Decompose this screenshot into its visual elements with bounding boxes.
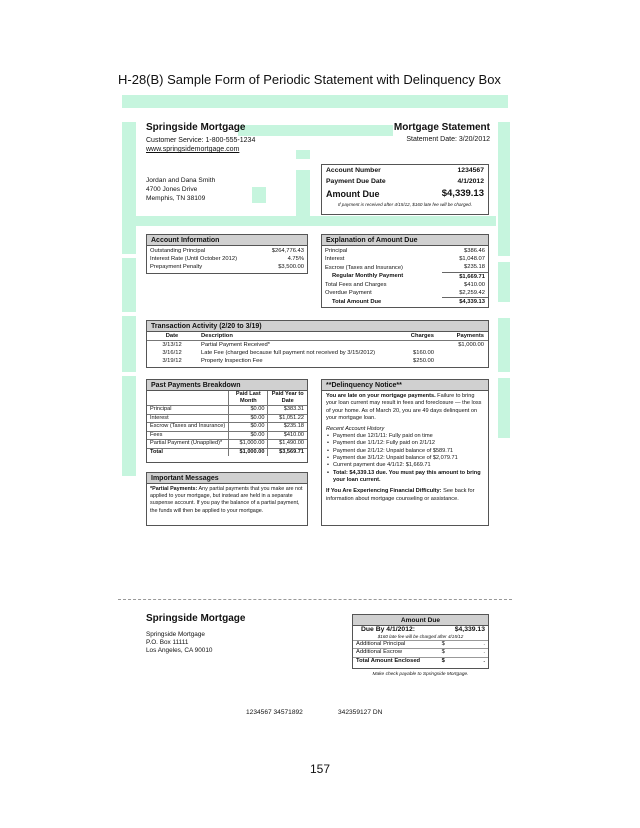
tx-payments: $1,000.00 xyxy=(458,342,484,348)
row-value: $3,500.00 xyxy=(278,264,304,271)
table-row xyxy=(147,414,307,423)
highlight-band-mid xyxy=(136,216,496,226)
table-row xyxy=(147,349,488,357)
table-row xyxy=(322,247,488,255)
financial-difficulty-lead: If You Are Experiencing Financial Difficulty: xyxy=(326,488,442,495)
highlight-right-margin-3 xyxy=(498,318,510,372)
row-label: Total xyxy=(147,448,229,456)
late-fee-note: If payment is received after 4/15/12, $160 late fee will be charged. xyxy=(337,202,473,207)
row-last: $1,000.00 xyxy=(229,440,268,449)
coupon-row-label: Additional Escrow xyxy=(353,649,439,658)
tx-description: Late Fee (charged because full payment not received by 3/15/2012) xyxy=(201,350,376,356)
coupon-row-currency: $ xyxy=(439,640,479,649)
table-header-row xyxy=(147,391,307,406)
coupon-amount-due-title: Amount Due xyxy=(353,615,488,626)
row-label: Principal xyxy=(147,406,229,415)
col-header-payments: Payments xyxy=(438,332,488,341)
row-label: Outstanding Principal xyxy=(150,248,206,254)
highlight-left-margin-2 xyxy=(122,258,136,312)
table-row xyxy=(322,263,488,272)
highlight-left-margin-3 xyxy=(122,316,136,372)
customer-service-line: Customer Service: 1-800-555-1234 xyxy=(146,137,256,144)
past-payments-box xyxy=(146,379,308,463)
coupon-row-label: Total Amount Enclosed xyxy=(356,657,421,664)
table-row xyxy=(353,657,488,665)
row-label: Total Amount Due xyxy=(332,298,382,305)
list-item: • Payment due 1/1/12: Fully paid on 2/1/12 xyxy=(326,440,484,447)
coupon-due-by-label: Due By 4/1/2012: xyxy=(361,626,416,633)
table-row xyxy=(322,298,488,307)
tx-date: 3/19/12 xyxy=(162,358,182,364)
account-number-value: 1234567 xyxy=(457,167,484,174)
row-ytd: $410.00 xyxy=(268,431,307,440)
tx-date: 3/13/12 xyxy=(162,342,182,348)
coupon-address-line3: Los Angeles, CA 90010 xyxy=(146,647,213,654)
account-number-label: Account Number xyxy=(326,167,381,174)
table-row xyxy=(353,640,488,649)
highlight-right-margin-1 xyxy=(498,122,510,256)
highlight-band-top xyxy=(122,95,508,108)
row-value: $1,669.71 xyxy=(459,273,485,280)
financial-difficulty-body: See back for information about mortgage counseling or assistance. xyxy=(326,488,475,502)
delinquency-notice-box xyxy=(321,379,489,526)
row-label: Total Fees and Charges xyxy=(325,281,387,288)
table-row xyxy=(147,255,307,263)
row-label: Fees xyxy=(147,431,229,440)
row-last: $0.00 xyxy=(229,414,268,423)
coupon-codes-right: 342359127 DN xyxy=(338,709,383,716)
tx-charges: $160.00 xyxy=(413,350,434,356)
row-last: $1,000.00 xyxy=(229,448,268,456)
partial-payments-body: Any partial payments that you make are not applied to your mortgage, but instead are held in a separate suspense account. If you pay the balance of a partial payment, the funds will then be applied to your mortgage. xyxy=(150,486,303,514)
explanation-title: Explanation of Amount Due xyxy=(322,235,488,246)
list-item: • Current payment due 4/1/12: $1,669.71 xyxy=(326,462,484,469)
list-item: • Payment due 12/1/11: Fully paid on time xyxy=(326,433,484,440)
row-ytd: $1,051.22 xyxy=(268,414,307,423)
page-number: 157 xyxy=(309,762,331,776)
coupon-row-currency: $ xyxy=(439,649,479,658)
important-messages-title: Important Messages xyxy=(147,473,307,484)
list-item: • Payment due 2/1/12: Unpaid balance of $589.71 xyxy=(326,448,484,455)
statement-title: Mortgage Statement xyxy=(393,122,490,133)
payable-note: Make check payable to Springside Mortgage. xyxy=(372,672,469,677)
row-ytd: $1,490.00 xyxy=(268,440,307,449)
highlight-small-1 xyxy=(296,150,310,159)
tx-charges xyxy=(394,341,438,350)
col-header-paid-last-month: Paid Last Month xyxy=(229,391,268,406)
amount-due-label: Amount Due xyxy=(326,189,380,199)
coupon-address-line1: Springside Mortgage xyxy=(146,631,205,638)
table-row xyxy=(147,247,307,255)
document-title: H-28(B) Sample Form of Periodic Statement with Delinquency Box xyxy=(118,72,501,87)
highlight-left-margin-4 xyxy=(122,376,136,476)
table-row xyxy=(322,289,488,298)
borrower-city: Memphis, TN 38109 xyxy=(146,195,206,202)
table-row xyxy=(322,281,488,289)
amount-due-value: $4,339.13 xyxy=(441,188,484,199)
coupon-due-amount: $4,339.13 xyxy=(454,626,485,633)
row-value: $4,339.13 xyxy=(459,299,485,306)
tx-payments xyxy=(438,349,488,357)
account-information-box xyxy=(146,234,308,274)
row-ytd: $3,569.71 xyxy=(268,448,307,456)
partial-payments-lead: *Partial Payments: xyxy=(150,486,198,492)
tx-charges: $250.00 xyxy=(413,358,434,364)
delinquency-title: **Delinquency Notice** xyxy=(322,380,488,391)
table-row xyxy=(147,448,307,456)
col-header-paid-ytd: Paid Year to Date xyxy=(268,391,307,406)
row-label: Regular Monthly Payment xyxy=(332,273,404,280)
coupon-company-name: Springside Mortgage xyxy=(146,613,246,624)
highlight-header-gap xyxy=(238,125,393,136)
row-label: Interest Rate (Until October 2012) xyxy=(150,256,237,263)
history-list xyxy=(326,433,484,484)
tx-description: Partial Payment Received* xyxy=(201,342,270,348)
table-row xyxy=(322,272,488,281)
highlight-right-margin-2 xyxy=(498,262,510,302)
row-label: Interest xyxy=(325,256,345,263)
col-header-description: Description xyxy=(197,332,394,341)
coupon-row-input[interactable]: . xyxy=(483,657,485,664)
account-summary-box xyxy=(321,164,489,215)
list-item-total: • Total: $4,339.13 due. You must pay this amount to bring your loan current. xyxy=(326,470,484,485)
table-row xyxy=(147,423,307,432)
payment-due-date-label: Payment Due Date xyxy=(326,178,386,185)
table-row xyxy=(147,431,307,440)
row-label: Escrow (Taxes and Insurance) xyxy=(147,423,229,432)
row-value: $235.18 xyxy=(442,263,488,272)
payment-due-date-value: 4/1/2012 xyxy=(457,178,484,185)
table-row xyxy=(147,341,488,350)
highlight-right-margin-4 xyxy=(498,378,510,438)
row-value: $2,259.42 xyxy=(442,289,488,298)
table-row xyxy=(353,626,488,634)
table-row xyxy=(147,357,488,365)
recent-history-title: Recent Account History xyxy=(326,425,385,432)
row-label: Interest xyxy=(147,414,229,423)
tx-date: 3/16/12 xyxy=(162,350,182,356)
statement-date: Statement Date: 3/20/2012 xyxy=(406,136,490,143)
row-label: Prepayment Penalty xyxy=(150,264,203,271)
table-row xyxy=(147,263,307,271)
tear-off-line xyxy=(118,599,512,600)
table-row xyxy=(322,255,488,263)
table-row xyxy=(147,406,307,415)
delinquency-lead: You are late on your mortgage payments. xyxy=(326,393,436,399)
list-item: • Payment due 3/1/12: Unpaid balance of $2,079.71 xyxy=(326,455,484,462)
coupon-codes-left: 1234567 34571892 xyxy=(246,709,303,716)
col-header-date: Date xyxy=(147,332,197,341)
explanation-box xyxy=(321,234,489,308)
row-label: Escrow (Taxes and Insurance) xyxy=(325,264,403,271)
col-header-blank xyxy=(147,391,229,406)
tx-description: Property Inspection Fee xyxy=(201,358,263,364)
row-label: Principal xyxy=(325,248,348,254)
coupon-amount-due-box xyxy=(352,614,489,669)
coupon-row-input[interactable]: . xyxy=(479,640,488,649)
row-value: 4.75% xyxy=(287,256,304,263)
row-value: $264,776.43 xyxy=(271,248,304,254)
row-ytd: $383.31 xyxy=(268,406,307,415)
delinquency-intro: Failure to bring your loan current may result in fees and foreclosure — the loss of your home. As of March 20, you are 49 days delinquent on your mortgage loan. xyxy=(326,393,482,422)
row-value: $386.46 xyxy=(464,248,485,254)
borrower-street: 4700 Jones Drive xyxy=(146,186,198,193)
row-last: $0.00 xyxy=(229,431,268,440)
coupon-address-line2: P.O. Box 11111 xyxy=(146,639,189,646)
row-ytd: $235.18 xyxy=(268,423,307,432)
row-value: $410.00 xyxy=(464,281,485,288)
col-header-charges: Charges xyxy=(394,332,438,341)
coupon-late-note: $160 late fee will be charged after 4/15/12 xyxy=(353,634,488,641)
highlight-left-margin-1 xyxy=(122,122,136,254)
row-last: $0.00 xyxy=(229,423,268,432)
row-value: $1,048.07 xyxy=(459,256,485,263)
tx-payments xyxy=(438,357,488,365)
coupon-row-input[interactable]: . xyxy=(479,649,488,658)
table-row xyxy=(147,440,307,449)
company-website-link[interactable]: www.springsidemortgage.com xyxy=(146,146,240,153)
account-information-title: Account Information xyxy=(147,235,307,246)
row-label: Partial Payment (Unapplied)* xyxy=(147,440,229,449)
coupon-row-currency: $ xyxy=(441,657,445,664)
table-header-row xyxy=(147,332,488,341)
coupon-row-label: Additional Principal xyxy=(353,640,439,649)
past-payments-title: Past Payments Breakdown xyxy=(147,380,307,391)
company-name: Springside Mortgage xyxy=(146,122,246,133)
row-label: Overdue Payment xyxy=(325,290,372,297)
table-row xyxy=(353,649,488,658)
important-messages-box xyxy=(146,472,308,526)
highlight-small-3 xyxy=(252,187,266,203)
row-last: $0.00 xyxy=(229,406,268,415)
transaction-activity-box xyxy=(146,320,489,368)
borrower-name: Jordan and Dana Smith xyxy=(146,177,216,184)
transaction-activity-title: Transaction Activity (2/20 to 3/19) xyxy=(147,321,488,332)
